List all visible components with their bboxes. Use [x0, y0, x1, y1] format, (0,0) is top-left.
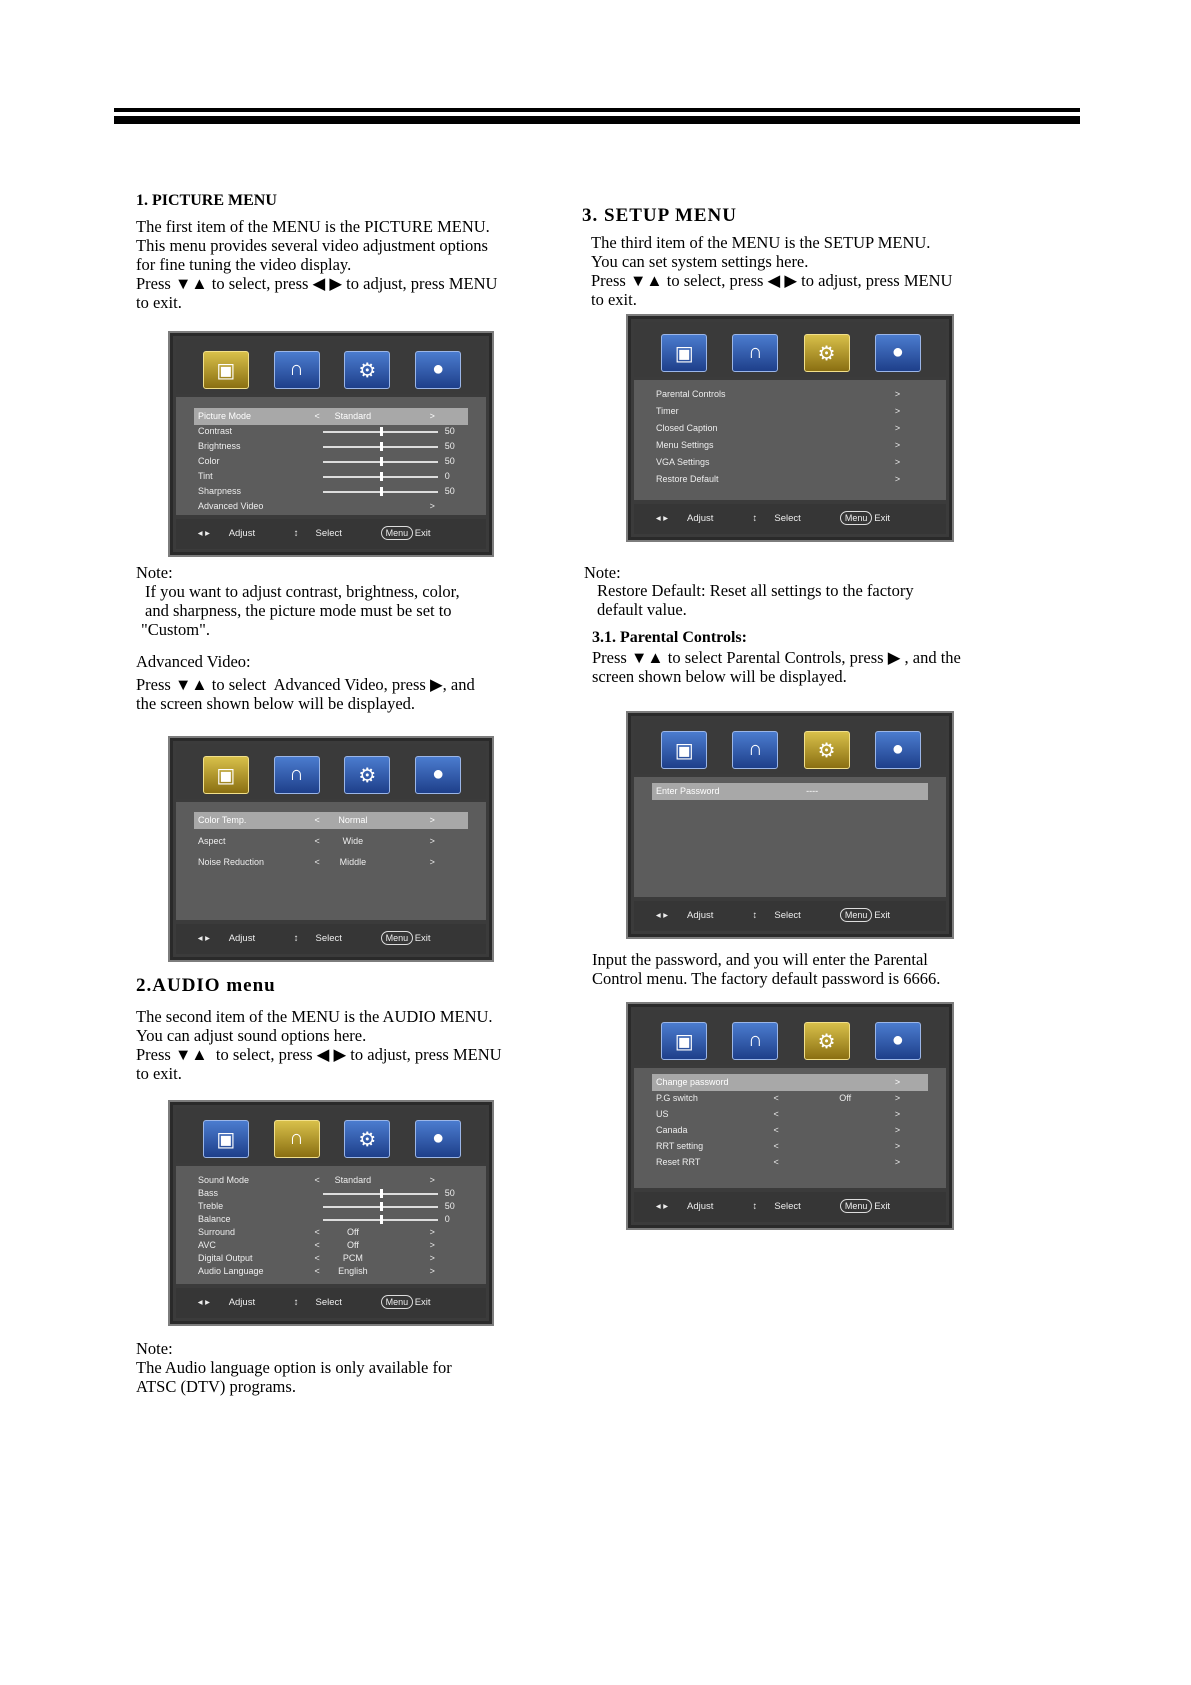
osd-row-label: Color	[198, 456, 220, 466]
osd-slider-value: 0	[444, 471, 450, 481]
osd-row[interactable]	[652, 783, 928, 800]
setup-heading: 3. SETUP MENU	[582, 205, 737, 226]
chevron-left-icon[interactable]: <	[773, 1093, 779, 1103]
chevron-right-icon[interactable]: >	[429, 411, 435, 421]
adjust-label: Adjust	[687, 1201, 714, 1212]
osd-slider-knob[interactable]	[380, 427, 383, 436]
osd-row-label: Brightness	[198, 441, 241, 451]
osd-row[interactable]	[652, 420, 928, 437]
osd-row-label: Treble	[198, 1201, 224, 1211]
chevron-right-icon[interactable]: >	[894, 389, 901, 399]
osd-row-value: Wide	[342, 836, 364, 846]
osd-row-label: Reset RRT	[656, 1157, 701, 1167]
osd-row-label: RRT setting	[656, 1141, 704, 1151]
chevron-right-icon[interactable]: >	[894, 440, 901, 450]
osd-row-label: VGA Settings	[656, 457, 710, 467]
osd-row-label: Menu Settings	[656, 440, 714, 450]
osd-row-label: Digital Output	[198, 1253, 253, 1263]
chevron-left-icon[interactable]: <	[314, 1253, 320, 1263]
globe-icon[interactable]: ●	[415, 351, 461, 389]
osd-icon-bar	[634, 719, 946, 774]
osd-row[interactable]	[652, 1154, 928, 1171]
camera-icon[interactable]: ▣	[661, 334, 707, 372]
headphones-icon[interactable]: ∩	[732, 334, 778, 372]
menu-button-icon[interactable]: Menu	[840, 511, 873, 525]
chevron-left-icon[interactable]: <	[314, 857, 320, 867]
audio-heading: 2.AUDIO menu	[136, 975, 276, 996]
menu-button-icon[interactable]: Menu	[381, 1295, 414, 1309]
parental-line-2: screen shown below will be displayed.	[592, 667, 847, 686]
osd-icon-bar	[634, 1010, 946, 1065]
osd-row-label: Picture Mode	[198, 411, 252, 421]
header-rule-thin	[114, 116, 1080, 124]
chevron-right-icon[interactable]: >	[429, 815, 435, 825]
osd-body	[634, 380, 946, 500]
osd-slider-value: 50	[444, 1201, 455, 1211]
up-down-arrows-icon: ↕	[752, 513, 758, 524]
advanced-video-line-2: the screen shown below will be displayed.	[136, 694, 416, 713]
osd-row[interactable]	[194, 854, 468, 871]
chevron-right-icon[interactable]: >	[429, 1175, 435, 1185]
headphones-icon[interactable]: ∩	[732, 1022, 778, 1060]
chevron-left-icon[interactable]: <	[314, 411, 320, 421]
adjust-label: Adjust	[687, 910, 714, 921]
osd-slider-value: 50	[444, 426, 455, 436]
osd-row-label: Bass	[198, 1188, 219, 1198]
osd-row-label: Aspect	[198, 836, 226, 846]
adjust-label: Adjust	[228, 1297, 256, 1308]
audio-note-line-2: ATSC (DTV) programs.	[136, 1377, 296, 1396]
gear-icon[interactable]: ⚙	[804, 731, 850, 769]
chevron-right-icon[interactable]: >	[429, 1266, 435, 1276]
exit-label: Exit	[874, 513, 891, 524]
chevron-right-icon[interactable]: >	[894, 1125, 901, 1135]
osd-row-label: Closed Caption	[656, 423, 718, 433]
camera-icon[interactable]: ▣	[661, 731, 707, 769]
osd-row[interactable]	[194, 812, 468, 829]
select-label: Select	[774, 1201, 801, 1212]
left-right-arrows-icon: ◂ ▸	[197, 1297, 210, 1308]
up-down-arrows-icon: ↕	[752, 910, 758, 921]
advanced-video-label: Advanced Video:	[136, 652, 251, 671]
exit-label: Exit	[414, 1297, 431, 1308]
advanced-video-line-1: Press ▼▲ to select Advanced Video, press ▶, and	[136, 675, 475, 694]
menu-button-icon[interactable]: Menu	[840, 1199, 873, 1213]
advanced-video-screenshot	[168, 736, 494, 962]
picture-heading: 1. PICTURE MENU	[136, 192, 277, 209]
chevron-left-icon[interactable]: <	[314, 1175, 320, 1185]
osd-row-label: Change password	[656, 1077, 729, 1087]
picture-note-line-3: "Custom".	[141, 620, 210, 639]
osd-row-label: Sound Mode	[198, 1175, 250, 1185]
osd-slider-knob[interactable]	[380, 1202, 383, 1211]
osd-row-label: Sharpness	[198, 486, 242, 496]
osd-icon-bar	[176, 339, 486, 394]
left-right-arrows-icon: ◂ ▸	[655, 910, 669, 921]
osd-body	[634, 777, 946, 897]
headphones-icon[interactable]: ∩	[274, 1120, 320, 1158]
osd-icon-bar	[176, 1108, 486, 1163]
osd-footer	[634, 1192, 946, 1222]
osd-slider-knob[interactable]	[380, 1215, 383, 1224]
up-down-arrows-icon: ↕	[293, 1297, 299, 1308]
picture-line-3: for fine tuning the video display.	[136, 255, 352, 274]
picture-note-line-1: If you want to adjust contrast, brightness, color,	[145, 582, 460, 601]
osd-body	[634, 1068, 946, 1188]
osd-row-value: Off	[839, 1093, 852, 1103]
osd-slider-value: 0	[444, 1214, 450, 1224]
up-down-arrows-icon: ↕	[293, 933, 299, 944]
osd-row[interactable]	[652, 1106, 928, 1123]
menu-button-icon[interactable]: Menu	[381, 526, 414, 540]
osd-row-label: Contrast	[198, 426, 233, 436]
osd-footer	[176, 1288, 486, 1318]
chevron-right-icon[interactable]: >	[429, 1253, 435, 1263]
chevron-right-icon[interactable]: >	[894, 457, 901, 467]
gear-icon[interactable]: ⚙	[804, 1022, 850, 1060]
chevron-left-icon[interactable]: <	[773, 1157, 779, 1167]
osd-row-label: Audio Language	[198, 1266, 264, 1276]
osd-row[interactable]	[652, 1122, 928, 1139]
chevron-right-icon[interactable]: >	[429, 836, 435, 846]
password-line-2: Control menu. The factory default password is 6666.	[592, 969, 941, 988]
osd-row-value: Off	[346, 1227, 359, 1237]
chevron-left-icon[interactable]: <	[773, 1125, 779, 1135]
osd-row-label: Tint	[198, 471, 213, 481]
picture-line-5: to exit.	[136, 293, 182, 312]
osd-body	[176, 802, 486, 920]
chevron-right-icon[interactable]: >	[894, 1093, 901, 1103]
exit-label: Exit	[874, 1201, 891, 1212]
osd-slider-knob[interactable]	[380, 1189, 383, 1198]
osd-footer	[634, 504, 946, 534]
camera-icon[interactable]: ▣	[203, 351, 249, 389]
picture-note-line-2: and sharpness, the picture mode must be set to	[145, 601, 452, 620]
audio-line-1: The second item of the MENU is the AUDIO MENU.	[136, 1007, 493, 1026]
adjust-label: Adjust	[228, 528, 256, 539]
osd-row-value: English	[338, 1266, 368, 1276]
select-label: Select	[774, 513, 801, 524]
osd-slider-knob[interactable]	[380, 472, 383, 481]
osd-footer	[634, 901, 946, 931]
globe-icon[interactable]: ●	[875, 731, 921, 769]
chevron-right-icon[interactable]: >	[894, 1157, 901, 1167]
chevron-left-icon[interactable]: <	[314, 815, 320, 825]
camera-icon[interactable]: ▣	[661, 1022, 707, 1060]
osd-row-value: PCM	[342, 1253, 363, 1263]
up-down-arrows-icon: ↕	[293, 528, 299, 539]
osd-row[interactable]	[652, 1074, 928, 1091]
osd-row-label: Restore Default	[656, 474, 719, 484]
osd-row-label: AVC	[198, 1240, 216, 1250]
osd-slider-value: 50	[444, 1188, 455, 1198]
osd-row[interactable]	[652, 403, 928, 420]
globe-icon[interactable]: ●	[875, 334, 921, 372]
exit-label: Exit	[874, 910, 891, 921]
osd-row-label: Advanced Video	[198, 501, 264, 511]
setup-note-line-1: Restore Default: Reset all settings to the factory	[597, 581, 914, 600]
setup-line-4: to exit.	[591, 290, 637, 309]
select-label: Select	[315, 933, 342, 944]
select-label: Select	[315, 1297, 342, 1308]
chevron-right-icon[interactable]: >	[429, 501, 435, 511]
chevron-left-icon[interactable]: <	[314, 1227, 320, 1237]
chevron-left-icon[interactable]: <	[773, 1109, 779, 1119]
picture-menu-screenshot	[168, 331, 494, 557]
left-right-arrows-icon: ◂ ▸	[197, 933, 210, 944]
chevron-right-icon[interactable]: >	[894, 1141, 901, 1151]
osd-slider-knob[interactable]	[380, 457, 383, 466]
osd-row[interactable]	[652, 1138, 928, 1155]
password-screenshot	[626, 711, 954, 939]
chevron-right-icon[interactable]: >	[429, 857, 435, 867]
picture-line-2: This menu provides several video adjustment options	[136, 236, 488, 255]
osd-row-label: Canada	[656, 1125, 688, 1135]
osd-body	[176, 397, 486, 515]
gear-icon[interactable]: ⚙	[344, 1120, 390, 1158]
osd-slider-value: 50	[444, 441, 455, 451]
audio-note-line-1: The Audio language option is only available for	[136, 1358, 452, 1377]
osd-row-value: Normal	[338, 815, 368, 825]
chevron-right-icon[interactable]: >	[894, 423, 901, 433]
audio-note-label: Note:	[136, 1339, 173, 1358]
osd-icon-bar	[176, 744, 486, 799]
osd-slider-knob[interactable]	[380, 442, 383, 451]
osd-row[interactable]	[652, 437, 928, 454]
chevron-left-icon[interactable]: <	[773, 1141, 779, 1151]
osd-row-label: Timer	[656, 406, 679, 416]
osd-slider-value: 50	[444, 486, 455, 496]
select-label: Select	[774, 910, 801, 921]
osd-icon-bar	[634, 322, 946, 377]
left-right-arrows-icon: ◂ ▸	[655, 1201, 669, 1212]
chevron-right-icon[interactable]: >	[894, 406, 901, 416]
headphones-icon[interactable]: ∩	[274, 756, 320, 794]
gear-icon[interactable]: ⚙	[344, 756, 390, 794]
osd-row[interactable]	[652, 1090, 928, 1107]
osd-row[interactable]	[652, 454, 928, 471]
gear-icon[interactable]: ⚙	[804, 334, 850, 372]
setup-note-line-2: default value.	[597, 600, 687, 619]
setup-line-1: The third item of the MENU is the SETUP MENU.	[591, 233, 931, 252]
osd-body	[176, 1166, 486, 1284]
chevron-right-icon[interactable]: >	[894, 1109, 901, 1119]
setup-line-2: You can set system settings here.	[591, 252, 809, 271]
osd-footer	[176, 519, 486, 549]
audio-line-2: You can adjust sound options here.	[136, 1026, 367, 1045]
osd-row[interactable]	[194, 833, 468, 850]
exit-label: Exit	[414, 528, 431, 539]
globe-icon[interactable]: ●	[875, 1022, 921, 1060]
password-line-1: Input the password, and you will enter the Parental	[592, 950, 928, 969]
exit-label: Exit	[414, 933, 431, 944]
osd-row-value: Off	[346, 1240, 359, 1250]
chevron-left-icon[interactable]: <	[314, 1266, 320, 1276]
audio-line-3: Press ▼▲ to select, press ◀ ▶ to adjust, press MENU	[136, 1045, 502, 1064]
picture-line-4: Press ▼▲ to select, press ◀ ▶ to adjust, press MENU	[136, 274, 498, 293]
camera-icon[interactable]: ▣	[203, 756, 249, 794]
setup-line-3: Press ▼▲ to select, press ◀ ▶ to adjust, press MENU	[591, 271, 953, 290]
globe-icon[interactable]: ●	[415, 1120, 461, 1158]
parental-menu-screenshot	[626, 1002, 954, 1230]
parental-heading: 3.1. Parental Controls:	[592, 629, 747, 646]
camera-icon[interactable]: ▣	[203, 1120, 249, 1158]
osd-row[interactable]	[194, 1263, 468, 1280]
select-label: Select	[315, 528, 342, 539]
setup-menu-screenshot	[626, 314, 954, 542]
audio-menu-screenshot	[168, 1100, 494, 1326]
picture-line-1: The first item of the MENU is the PICTURE MENU.	[136, 217, 490, 236]
chevron-right-icon[interactable]: >	[429, 1240, 435, 1250]
header-rule-thick	[114, 108, 1080, 112]
chevron-right-icon[interactable]: >	[894, 1077, 901, 1087]
picture-note-label: Note:	[136, 563, 173, 582]
osd-row-label: Balance	[198, 1214, 231, 1224]
adjust-label: Adjust	[687, 513, 714, 524]
osd-row-value: Standard	[334, 1175, 372, 1185]
up-down-arrows-icon: ↕	[752, 1201, 758, 1212]
osd-row-value: Middle	[339, 857, 367, 867]
menu-button-icon[interactable]: Menu	[840, 908, 873, 922]
osd-row[interactable]	[652, 471, 928, 488]
osd-slider-value: 50	[444, 456, 455, 466]
osd-row[interactable]	[194, 498, 468, 515]
globe-icon[interactable]: ●	[415, 756, 461, 794]
left-right-arrows-icon: ◂ ▸	[655, 513, 669, 524]
parental-line-1: Press ▼▲ to select Parental Controls, press ▶ , and the	[592, 648, 961, 667]
setup-note-label: Note:	[584, 563, 621, 582]
menu-button-icon[interactable]: Menu	[381, 931, 414, 945]
osd-row[interactable]	[652, 386, 928, 403]
chevron-right-icon[interactable]: >	[429, 1227, 435, 1237]
gear-icon[interactable]: ⚙	[344, 351, 390, 389]
headphones-icon[interactable]: ∩	[274, 351, 320, 389]
osd-row-label: Parental Controls	[656, 389, 726, 399]
chevron-right-icon[interactable]: >	[894, 474, 901, 484]
headphones-icon[interactable]: ∩	[732, 731, 778, 769]
osd-row-label: Noise Reduction	[198, 857, 265, 867]
osd-slider-knob[interactable]	[380, 487, 383, 496]
osd-row-label: P.G switch	[656, 1093, 698, 1103]
left-right-arrows-icon: ◂ ▸	[197, 528, 210, 539]
osd-row-label: Surround	[198, 1227, 236, 1237]
osd-row-label: Enter Password	[656, 786, 720, 796]
adjust-label: Adjust	[228, 933, 256, 944]
osd-footer	[176, 924, 486, 954]
osd-row-label: US	[656, 1109, 669, 1119]
chevron-left-icon[interactable]: <	[314, 1240, 320, 1250]
audio-line-4: to exit.	[136, 1064, 182, 1083]
osd-row-label: Color Temp.	[198, 815, 247, 825]
osd-row-value: Standard	[334, 411, 372, 421]
chevron-left-icon[interactable]: <	[314, 836, 320, 846]
osd-row-value: ----	[806, 786, 819, 796]
